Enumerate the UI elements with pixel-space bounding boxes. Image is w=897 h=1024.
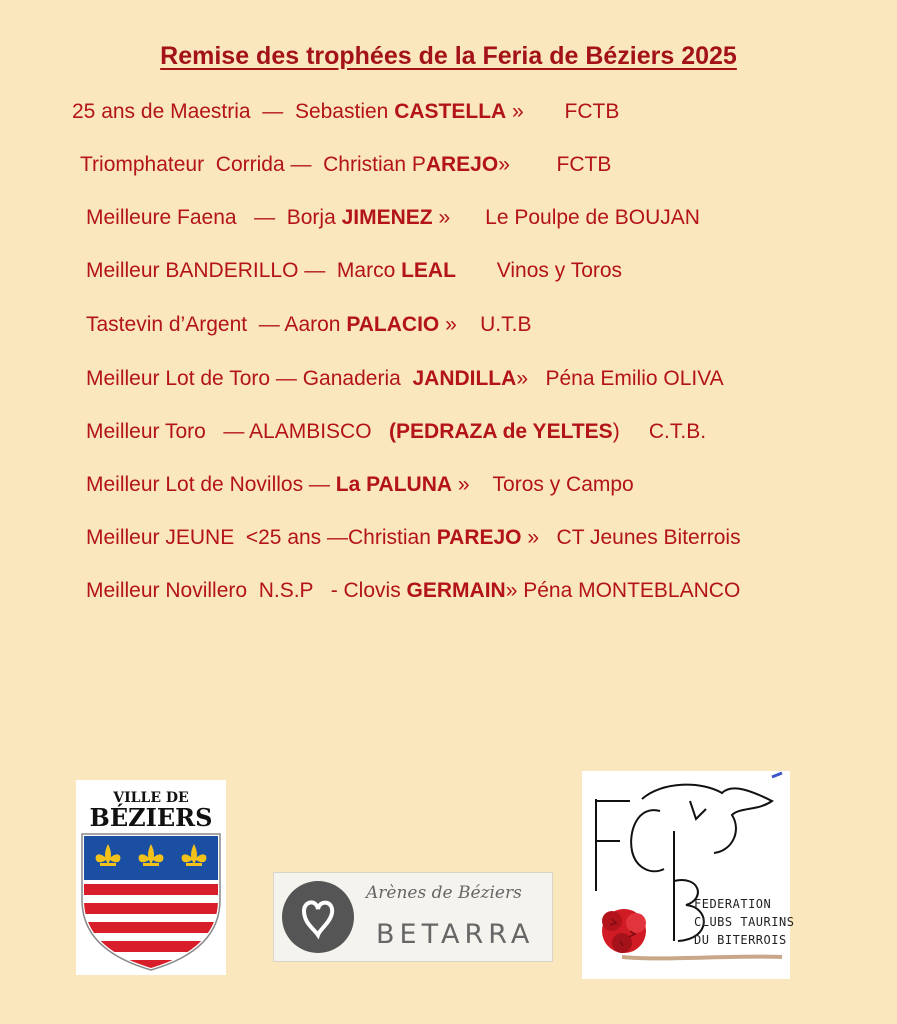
ville-de-beziers-logo	[76, 780, 226, 975]
trophy-row: Meilleur Toro — ALAMBISCO (PEDRAZA de YELTES) C.T.B.	[86, 420, 707, 443]
heart-icon	[282, 881, 354, 953]
trophy-row: Meilleur JEUNE <25 ans —Christian PAREJO » CT Jeunes Biterrois	[86, 526, 741, 549]
fctb-logo	[582, 771, 795, 979]
trophy-row: Tastevin d’Argent — Aaron PALACIO » U.T.B	[86, 313, 532, 336]
trophy-row: Triomphateur Corrida — Christian PAREJO» FCTB	[80, 153, 612, 176]
trophy-row: Meilleur BANDERILLO — Marco LEAL Vinos y Toros	[86, 259, 623, 282]
trophy-row: 25 ans de Maestria — Sebastien CASTELLA » FCTB	[72, 100, 620, 123]
betarra-subtitle: Arènes de Béziers	[366, 883, 522, 903]
page-title: Remise des trophées de la Feria de Béziers 2025	[160, 42, 737, 70]
carnation-icon	[602, 909, 646, 953]
fctb-line3: DU BITERROIS	[694, 933, 787, 947]
logo-line1: VILLE DE	[113, 790, 189, 806]
fctb-line2: CLUBS TAURINS	[694, 915, 795, 929]
trophy-row: Meilleur Lot de Novillos — La PALUNA » Toros y Campo	[86, 473, 634, 496]
trophy-row: Meilleur Lot de Toro — Ganaderia JANDILLA» Péna Emilio OLIVA	[86, 367, 724, 390]
betarra-logo	[273, 872, 553, 962]
fctb-line1: FEDERATION	[694, 897, 772, 911]
betarra-name: BETARRA	[376, 919, 535, 950]
logo-line2: BÉZIERS	[89, 803, 213, 832]
trophy-row: Meilleure Faena — Borja JIMENEZ » Le Poulpe de BOUJAN	[86, 206, 700, 229]
trophy-row: Meilleur Novillero N.S.P - Clovis GERMAIN» Péna MONTEBLANCO	[86, 579, 741, 602]
